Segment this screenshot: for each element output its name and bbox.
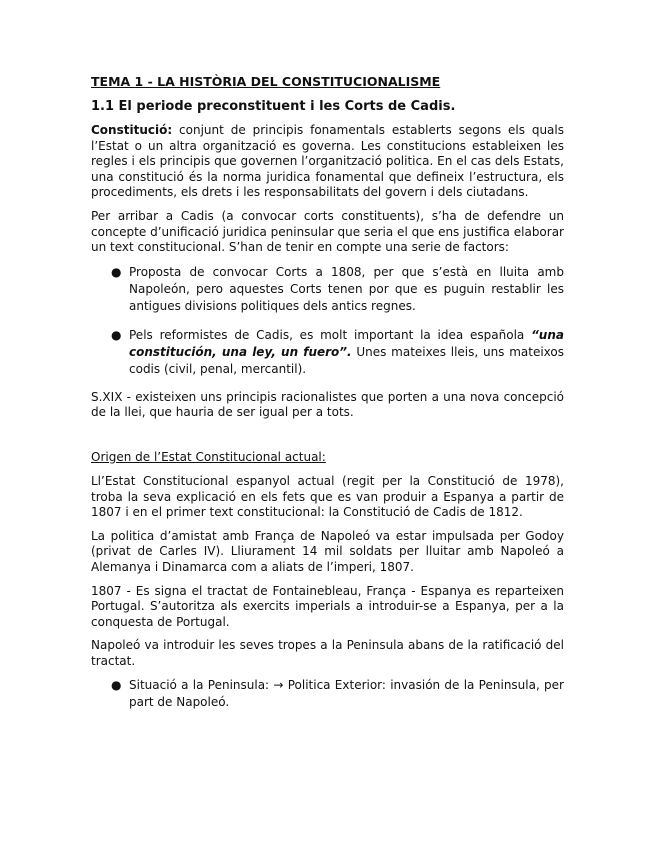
bullet-icon: ● xyxy=(111,327,122,342)
list-item-text: Pels reformistes de Cadis, es molt important la idea española xyxy=(129,327,532,342)
paragraph-politica-amistat: La politica d’amistat amb França de Napoleó va estar impulsada per Godoy (privat de Carles IV). Lliurament 14 mil soldats per lluitar amb Napoleó a Alemanya i Dinamarca com a aliats de l’imperi, 1807. xyxy=(91,528,564,574)
bullet-icon: ● xyxy=(111,678,122,693)
bullet-icon: ● xyxy=(111,264,122,279)
document-title: TEMA 1 - LA HISTÒRIA DEL CONSTITUCIONALISME xyxy=(91,74,441,89)
paragraph-napoleo-tropes: Napoleó va introduir les seves tropes a la Peninsula abans de la ratificació del tractat. xyxy=(91,638,564,668)
definition-text: conjunt de principis fonamentals establerts segons els quals l’Estat o un altra organització es governa. Les constitucions estableixen les regles i els principis que governen l’organització politica. En el cas dels Estats, una constitució és la norma juridica fonamental que defineix l’estructura, els procediments, els drets i les responsabilitats del govern i dels ciutadans. xyxy=(91,123,564,200)
term-constitucio: Constitució: xyxy=(91,123,173,137)
paragraph-sxix: S.XIX - existeixen uns principis racionalistes que porten a una nova concepció de la llei, que hauria de ser igual per a tots. xyxy=(91,389,564,420)
quote-text: “una constitución, una ley, un fuero”. xyxy=(129,327,564,359)
list-item xyxy=(91,677,564,711)
paragraph-estat-actual: Ll’Estat Constitucional espanyol actual (regit per la Constitució de 1978), troba la seva explicació en els fets que es van produir a Espanya a partir de 1807 i en el primer text constitucional: la Constitució de Cadis de 1812. xyxy=(91,473,564,520)
spacer xyxy=(91,429,564,449)
document-page xyxy=(91,74,564,723)
paragraph-fontainebleau: 1807 - Es signa el tractat de Fontainebleau, França - Espanya es reparteixen Portugal. S’autoritza als exercits imperials a introduir-se a Espanya, per a la conquesta de Portugal. xyxy=(91,583,564,629)
factors-list xyxy=(91,264,564,378)
list-item xyxy=(91,327,564,378)
list-item-text: Proposta de convocar Corts a 1808, per que s’està en lluita amb Napoleón, pero aquestes Corts tenen por que es puguin restablir les antigues divisions politiques dels antics regnes. xyxy=(129,264,564,313)
section-subtitle: 1.1 El periode preconstituent i les Corts de Cadis. xyxy=(91,99,456,114)
list-item-text: Situació a la Peninsula: → Politica Exterior: invasión de la Peninsula, per part de Napoleó. xyxy=(129,678,564,710)
list-item-text: Unes mateixes lleis, uns mateixos codis (civil, penal, mercantil). xyxy=(129,344,564,376)
paragraph-cadis: Per arribar a Cadis (a convocar corts constituents), s’ha de defendre un concepte d’unificació juridica peninsular que seria el que ens justifica elaborar un text constitucional. S’han de tenir en compte una serie de factors: xyxy=(91,208,564,255)
list-item xyxy=(91,264,564,315)
section-heading-origen: Origen de l’Estat Constitucional actual: xyxy=(91,449,326,464)
situacio-list xyxy=(91,677,564,711)
paragraph-constitucio xyxy=(91,123,564,201)
